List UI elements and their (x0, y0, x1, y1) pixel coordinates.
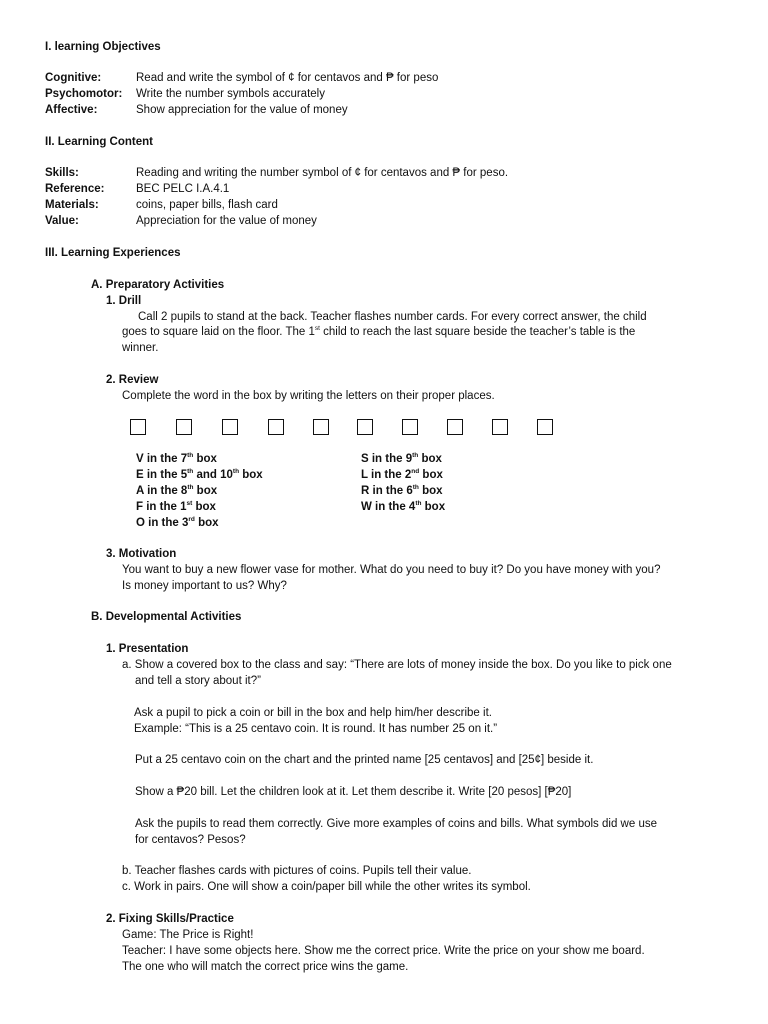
answer-box-5 (313, 419, 329, 435)
objective-label-cognitive: Cognitive: (45, 72, 102, 84)
clue-right-2: L in the 2nd box (361, 468, 443, 481)
section-content-heading: II. Learning Content (45, 136, 153, 148)
content-label-materials: Materials: (45, 199, 99, 211)
answer-box-3 (222, 419, 238, 435)
motivation-line-1: You want to buy a new flower vase for mother. What do you need to buy it? Do you have money with you? (122, 564, 661, 576)
review-instruction: Complete the word in the box by writing the letters on their proper places. (122, 390, 495, 402)
presentation-para-2: Example: “This is a 25 centavo coin. It is round. It has number 25 on it.” (134, 723, 498, 735)
answer-box-8 (447, 419, 463, 435)
drill-line-1: Call 2 pupils to stand at the back. Teacher flashes number cards. For every correct answer, the child (138, 311, 647, 323)
drill-line-3: winner. (122, 342, 159, 354)
presentation-para-3: Put a 25 centavo coin on the chart and the printed name [25 centavos] and [25¢] beside it. (135, 754, 594, 766)
clue-left-3: A in the 8th box (136, 484, 218, 497)
clue-left-2: E in the 5th and 10th box (136, 468, 263, 481)
content-label-reference: Reference: (45, 183, 105, 195)
drill-title: 1. Drill (106, 295, 142, 307)
fixing-line-1: Game: The Price is Right! (122, 929, 254, 941)
content-text-value: Appreciation for the value of money (136, 215, 317, 227)
content-label-skills: Skills: (45, 167, 79, 179)
presentation-para-6: for centavos? Pesos? (135, 834, 246, 846)
fixing-skills-title: 2. Fixing Skills/Practice (106, 913, 234, 925)
objective-text-cognitive: Read and write the symbol of ¢ for centavos and ₱ for peso (136, 72, 439, 84)
objective-text-psychomotor: Write the number symbols accurately (136, 88, 325, 100)
presentation-para-1: Ask a pupil to pick a coin or bill in the box and help him/her describe it. (134, 707, 492, 719)
presentation-para-5: Ask the pupils to read them correctly. Give more examples of coins and bills. What symbols did we use (135, 818, 657, 830)
motivation-title: 3. Motivation (106, 548, 177, 560)
clue-right-3: R in the 6th box (361, 484, 443, 497)
review-title: 2. Review (106, 374, 159, 386)
preparatory-heading: A. Preparatory Activities (91, 279, 225, 291)
answer-box-7 (402, 419, 418, 435)
answer-box-2 (176, 419, 192, 435)
objective-text-affective: Show appreciation for the value of money (136, 104, 348, 116)
answer-box-9 (492, 419, 508, 435)
presentation-a-line-2: and tell a story about it?” (135, 675, 261, 687)
answer-box-4 (268, 419, 284, 435)
motivation-line-2: Is money important to us? Why? (122, 580, 287, 592)
clue-left-1: V in the 7th box (136, 452, 217, 465)
clue-right-1: S in the 9th box (361, 452, 442, 465)
content-text-reference: BEC PELC I.A.4.1 (136, 183, 230, 195)
content-text-materials: coins, paper bills, flash card (136, 199, 278, 211)
presentation-title: 1. Presentation (106, 643, 189, 655)
answer-box-6 (357, 419, 373, 435)
section-experiences-heading: III. Learning Experiences (45, 247, 181, 259)
presentation-para-4: Show a ₱20 bill. Let the children look at it. Let them describe it. Write [20 pesos] [₱20] (135, 786, 572, 798)
developmental-heading: B. Developmental Activities (91, 611, 242, 623)
clue-right-4: W in the 4th box (361, 500, 446, 513)
section-objectives-heading: I. learning Objectives (45, 41, 161, 53)
answer-box-1 (130, 419, 146, 435)
clue-left-5: O in the 3rd box (136, 516, 219, 529)
fixing-line-3: The one who will match the correct price wins the game. (122, 961, 409, 973)
drill-line-2: goes to square laid on the floor. The 1st child to reach the last square beside the teacher’s table is the (122, 325, 636, 338)
content-label-value: Value: (45, 215, 79, 227)
fixing-line-2: Teacher: I have some objects here. Show me the correct price. Write the price on your show me board. (122, 945, 645, 957)
objective-label-affective: Affective: (45, 104, 98, 116)
content-text-skills: Reading and writing the number symbol of ¢ for centavos and ₱ for peso. (136, 167, 509, 179)
clue-left-4: F in the 1st box (136, 500, 216, 513)
answer-box-10 (537, 419, 553, 435)
presentation-a-line-1: a. Show a covered box to the class and say: “There are lots of money inside the box. Do you like to pick one (122, 659, 672, 671)
presentation-b: b. Teacher flashes cards with pictures of coins. Pupils tell their value. (122, 865, 472, 877)
presentation-c: c. Work in pairs. One will show a coin/paper bill while the other writes its symbol. (122, 881, 531, 893)
objective-label-psychomotor: Psychomotor: (45, 88, 123, 100)
